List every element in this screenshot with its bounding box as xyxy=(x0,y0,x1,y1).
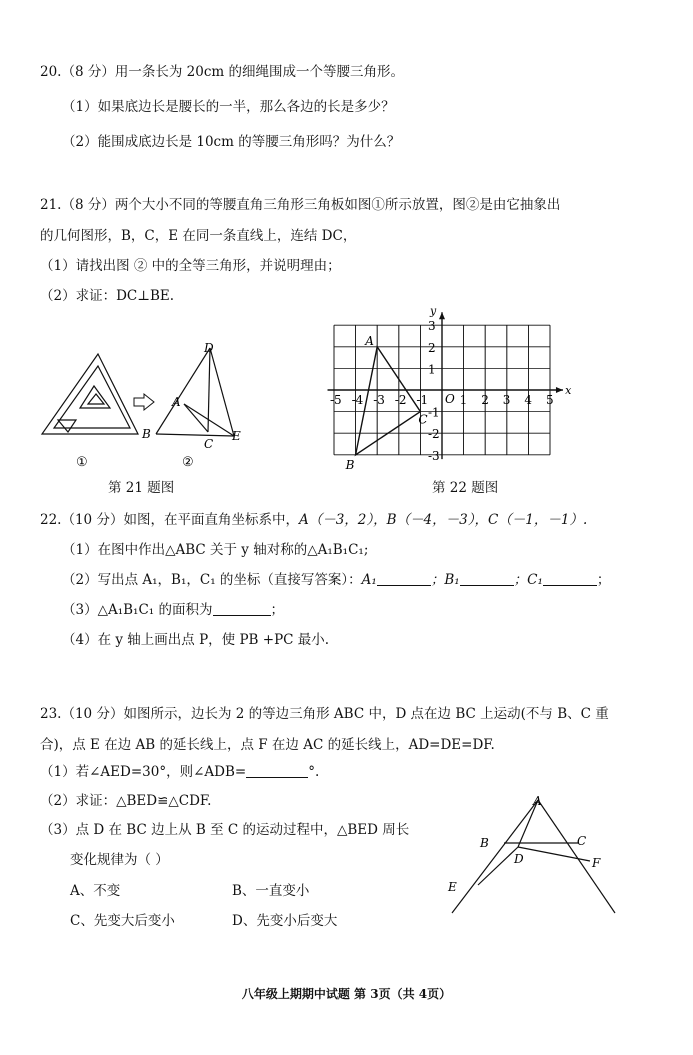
q21-fig1-label: ① xyxy=(76,455,88,470)
x-axis-label: x xyxy=(565,384,572,397)
q23-label-B: B xyxy=(480,836,489,850)
q23-stem-line2: 合)，点 E 在边 AB 的延长线上，点 F 在边 AC 的延长线上，AD=DE=DF. xyxy=(40,737,495,753)
q23-part1 xyxy=(40,760,319,780)
x-tick-label: -5 xyxy=(330,393,342,407)
y-tick-label: -3 xyxy=(428,448,440,463)
q23-label-D: D xyxy=(514,852,524,866)
q22-b1-blank[interactable] xyxy=(460,572,514,586)
triangle-abc xyxy=(356,347,421,455)
q23-part2: （2）求证：△BED≌△CDF. xyxy=(40,793,212,809)
q22-stem-prefix: 22.（10 分）如图，在平面直角坐标系中， xyxy=(40,512,299,528)
y-tick-label: 2 xyxy=(428,340,436,355)
q21-arrow xyxy=(134,394,154,410)
q22-part3 xyxy=(62,598,284,618)
q22-a1-blank[interactable] xyxy=(377,572,431,586)
y-tick-label: 1 xyxy=(428,362,436,377)
q21-label-B: B xyxy=(142,427,151,441)
q21-fig2-label: ② xyxy=(182,455,194,470)
q21-part2: （2）求证：DC⊥BE. xyxy=(40,288,175,304)
q22-part2-prefix: （2）写出点 A₁，B₁，C₁ 的坐标（直接写答案）： xyxy=(62,572,362,588)
y-tick-label: -2 xyxy=(428,427,440,442)
q22-part4: （4）在 y 轴上画出点 P，使 PB +PC 最小. xyxy=(62,632,330,648)
q22-area-blank[interactable] xyxy=(213,602,271,616)
q23-part3-line2: 变化规律为（ ） xyxy=(70,852,169,868)
q22-part2 xyxy=(62,568,610,588)
q22-stem xyxy=(40,508,587,528)
q21-figure2-lines xyxy=(156,348,234,436)
page-footer: 八年级上期期中试题 第 3页（共 4页） xyxy=(241,987,452,1001)
x-tick-label: -3 xyxy=(373,393,385,407)
origin-label: O xyxy=(445,392,455,406)
q22-part1: （1）在图中作出△ABC 关于 y 轴对称的△A₁B₁C₁; xyxy=(62,542,369,558)
y-axis-label: y xyxy=(430,304,437,318)
q23-part3-line1: （3）点 D 在 BC 边上从 B 至 C 的运动过程中，△BED 周长 xyxy=(40,822,410,838)
x-axis-arrow xyxy=(556,387,563,393)
y-tick-label: -1 xyxy=(428,405,440,420)
q23-part1-end: °. xyxy=(308,764,320,780)
q20-part1: （1）如果底边长是腰长的一半，那么各边的长是多少？ xyxy=(62,99,395,115)
q22-stem-points: A（－3，2），B（－4，－3），C（－1，－1）. xyxy=(298,512,588,528)
q21-stem-line1: 21.（8 分）两个大小不同的等腰直角三角形三角板如图①所示放置，图②是由它抽象出 xyxy=(40,197,561,213)
q23-label-E: E xyxy=(448,880,457,894)
point-C-label: C xyxy=(418,412,428,427)
q23-option-d[interactable]: D、先变小后变大 xyxy=(232,913,338,929)
q23-figure xyxy=(440,795,640,945)
q22-part3-end: ； xyxy=(270,602,284,618)
q23-option-a[interactable]: A、不变 xyxy=(70,883,121,899)
x-tick-label: 1 xyxy=(459,393,468,407)
q21-fig-caption: 第 21 题图 xyxy=(108,480,175,496)
q23-label-C: C xyxy=(577,834,587,848)
q23-stem-line1: 23.（10 分）如图所示，边长为 2 的等边三角形 ABC 中，D 点在边 BC 上运动(不与 B、C 重 xyxy=(40,706,609,722)
q20-part2: （2）能围成底边长是 10cm 的等腰三角形吗？为什么？ xyxy=(62,134,401,150)
q22-fig-caption: 第 22 题图 xyxy=(432,480,499,496)
q22-part3-prefix: （3）△A₁B₁C₁ 的面积为 xyxy=(62,602,213,618)
q22-part2-b1-label: ；B₁ xyxy=(430,572,460,588)
x-tick-label: 2 xyxy=(481,393,489,407)
q21-part1: （1）请找出图 ② 中的全等三角形，并说明理由； xyxy=(40,258,341,274)
y-axis-arrow xyxy=(439,312,445,319)
x-tick-label: -1 xyxy=(416,393,429,407)
q21-label-E: E xyxy=(232,429,241,443)
q21-stem-line2: 的几何图形，B，C，E 在同一条直线上，连结 DC， xyxy=(40,228,357,244)
q23-part1-prefix: （1）若∠AED=30°，则∠ADB= xyxy=(40,764,247,780)
y-tick-label: 3 xyxy=(428,319,436,334)
q23-figure-lines xyxy=(452,800,615,913)
q23-label-A: A xyxy=(533,794,542,808)
q20-stem: 20.（8 分）用一条长为 20cm 的细绳围成一个等腰三角形。 xyxy=(40,64,404,80)
point-B-label: B xyxy=(345,457,355,472)
q21-figure xyxy=(38,340,278,470)
point-A-label: A xyxy=(365,333,374,348)
q22-part2-a1-label: A₁ xyxy=(361,572,377,588)
q21-label-D: D xyxy=(204,341,214,355)
x-tick-label: -4 xyxy=(351,393,364,407)
q23-option-b[interactable]: B、一直变小 xyxy=(232,883,310,899)
q21-figure1-triangles xyxy=(42,354,138,434)
q21-label-A: A xyxy=(172,395,181,409)
x-tick-label: 3 xyxy=(502,393,511,407)
q22-c1-blank[interactable] xyxy=(543,572,597,586)
x-tick-label: -2 xyxy=(394,393,407,407)
q23-label-F: F xyxy=(592,856,601,870)
x-tick-label: 5 xyxy=(546,393,554,407)
q23-option-c[interactable]: C、先变大后变小 xyxy=(70,913,175,929)
q23-angle-blank[interactable] xyxy=(246,764,308,778)
q22-coordinate-grid xyxy=(320,300,580,472)
q22-part2-c1-label: ；C₁ xyxy=(513,572,543,588)
x-tick-label: 4 xyxy=(524,393,533,407)
q21-label-C: C xyxy=(204,437,214,451)
q22-part2-end: ； xyxy=(596,572,611,588)
